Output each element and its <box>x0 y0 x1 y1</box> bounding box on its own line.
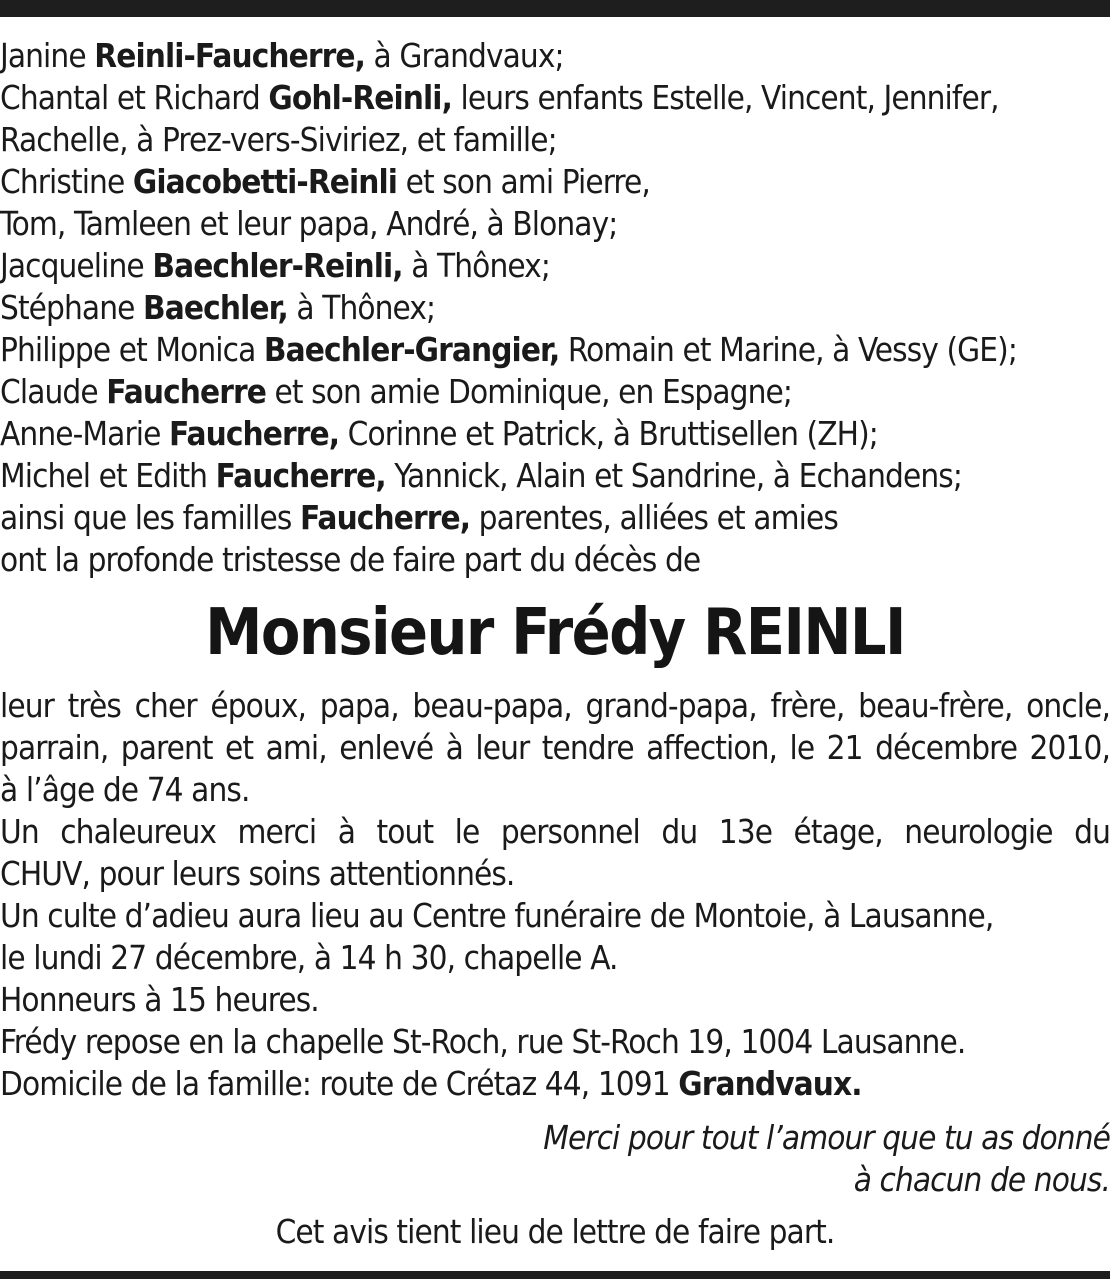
family-surname: Faucherre, <box>169 414 340 453</box>
obituary-notice <box>0 35 1110 1253</box>
ceremony-line: Un culte d’adieu aura lieu au Centre funéraire de Montoie, à Lausanne, <box>0 896 994 935</box>
family-text: et son amie Dominique, en Espagne; <box>266 372 793 411</box>
domicile-town: Grandvaux. <box>678 1064 862 1103</box>
family-line <box>0 245 1110 287</box>
closing-quote <box>0 1117 1110 1201</box>
family-line <box>0 203 1110 245</box>
honours-line: Honneurs à 15 heures. <box>0 980 319 1019</box>
family-text: Rachelle, à Prez-vers-Siviriez, et famille; <box>0 120 557 159</box>
family-text: Yannick, Alain et Sandrine, à Echandens; <box>385 456 962 495</box>
family-text: ont la profonde tristesse de faire part du décès de <box>0 540 701 579</box>
rest-location-line: Frédy repose en la chapelle St-Roch, rue St-Roch 19, 1004 Lausanne. <box>0 1022 966 1061</box>
closing-line: Merci pour tout l’amour que tu as donné <box>543 1118 1110 1157</box>
family-text: Janine <box>0 36 95 75</box>
family-line <box>0 119 1110 161</box>
family-line <box>0 413 1110 455</box>
notice-note: Cet avis tient lieu de lettre de faire part. <box>275 1212 835 1251</box>
family-line <box>0 455 1110 497</box>
description-line: parrain, parent et ami, enlevé à leur tendre affection, le 21 décembre 2010, <box>0 728 1110 767</box>
family-text: Anne-Marie <box>0 414 169 453</box>
thanks-line: Un chaleureux merci à tout le personnel du 13e étage, neurologie du <box>0 812 1110 851</box>
family-text: à Grandvaux; <box>365 36 564 75</box>
deceased-name: Monsieur Frédy REINLI <box>205 596 905 670</box>
domicile-text: Domicile de la famille: route de Crétaz 44, 1091 <box>0 1064 679 1103</box>
family-surname: Giacobetti-Reinli <box>132 162 398 201</box>
description-line: leur très cher époux, papa, beau-papa, grand-papa, frère, beau-frère, oncle, <box>0 686 1110 725</box>
family-text: parentes, alliées et amies <box>470 498 838 537</box>
domicile-line <box>0 1063 1110 1105</box>
family-surname: Faucherre, <box>299 498 471 537</box>
family-text: et son ami Pierre, <box>397 162 650 201</box>
thanks-line: CHUV, pour leurs soins attentionnés. <box>0 854 515 893</box>
family-text: Romain et Marine, à Vessy (GE); <box>559 330 1017 369</box>
family-surname: Reinli-Faucherre, <box>94 36 366 75</box>
family-line <box>0 161 1110 203</box>
family-text: Philippe et Monica <box>0 330 264 369</box>
family-text: Stéphane <box>0 288 144 327</box>
family-text: ainsi que les familles <box>0 498 300 537</box>
family-line <box>0 329 1110 371</box>
family-text: à Thônex; <box>287 288 436 327</box>
family-text: leurs enfants Estelle, Vincent, Jennifer, <box>451 78 999 117</box>
bottom-rule <box>0 1271 1110 1279</box>
family-text: Christine <box>0 162 133 201</box>
family-surname: Baechler-Reinli, <box>152 246 403 285</box>
family-line <box>0 371 1110 413</box>
family-list <box>0 35 1110 581</box>
family-line <box>0 77 1110 119</box>
ceremony-line: le lundi 27 décembre, à 14 h 30, chapelle A. <box>0 938 618 977</box>
family-surname: Baechler-Grangier, <box>263 330 560 369</box>
family-line <box>0 287 1110 329</box>
family-surname: Faucherre, <box>215 456 386 495</box>
family-surname: Faucherre <box>106 372 267 411</box>
family-line <box>0 539 1110 581</box>
family-text: à Thônex; <box>402 246 550 285</box>
top-rule <box>0 0 1110 17</box>
family-text: Claude <box>0 372 107 411</box>
family-surname: Gohl-Reinli, <box>268 78 452 117</box>
family-line <box>0 497 1110 539</box>
family-text: Tom, Tamleen et leur papa, André, à Blonay; <box>0 204 618 243</box>
family-surname: Baechler, <box>143 288 288 327</box>
family-text: Michel et Edith <box>0 456 216 495</box>
closing-line: à chacun de nous. <box>853 1160 1110 1199</box>
family-text: Corinne et Patrick, à Bruttisellen (ZH); <box>339 414 878 453</box>
notice-body <box>0 685 1110 1105</box>
family-text: Jacqueline <box>0 246 153 285</box>
description-line: à l’âge de 74 ans. <box>0 770 250 809</box>
family-line <box>0 35 1110 77</box>
family-text: Chantal et Richard <box>0 78 269 117</box>
